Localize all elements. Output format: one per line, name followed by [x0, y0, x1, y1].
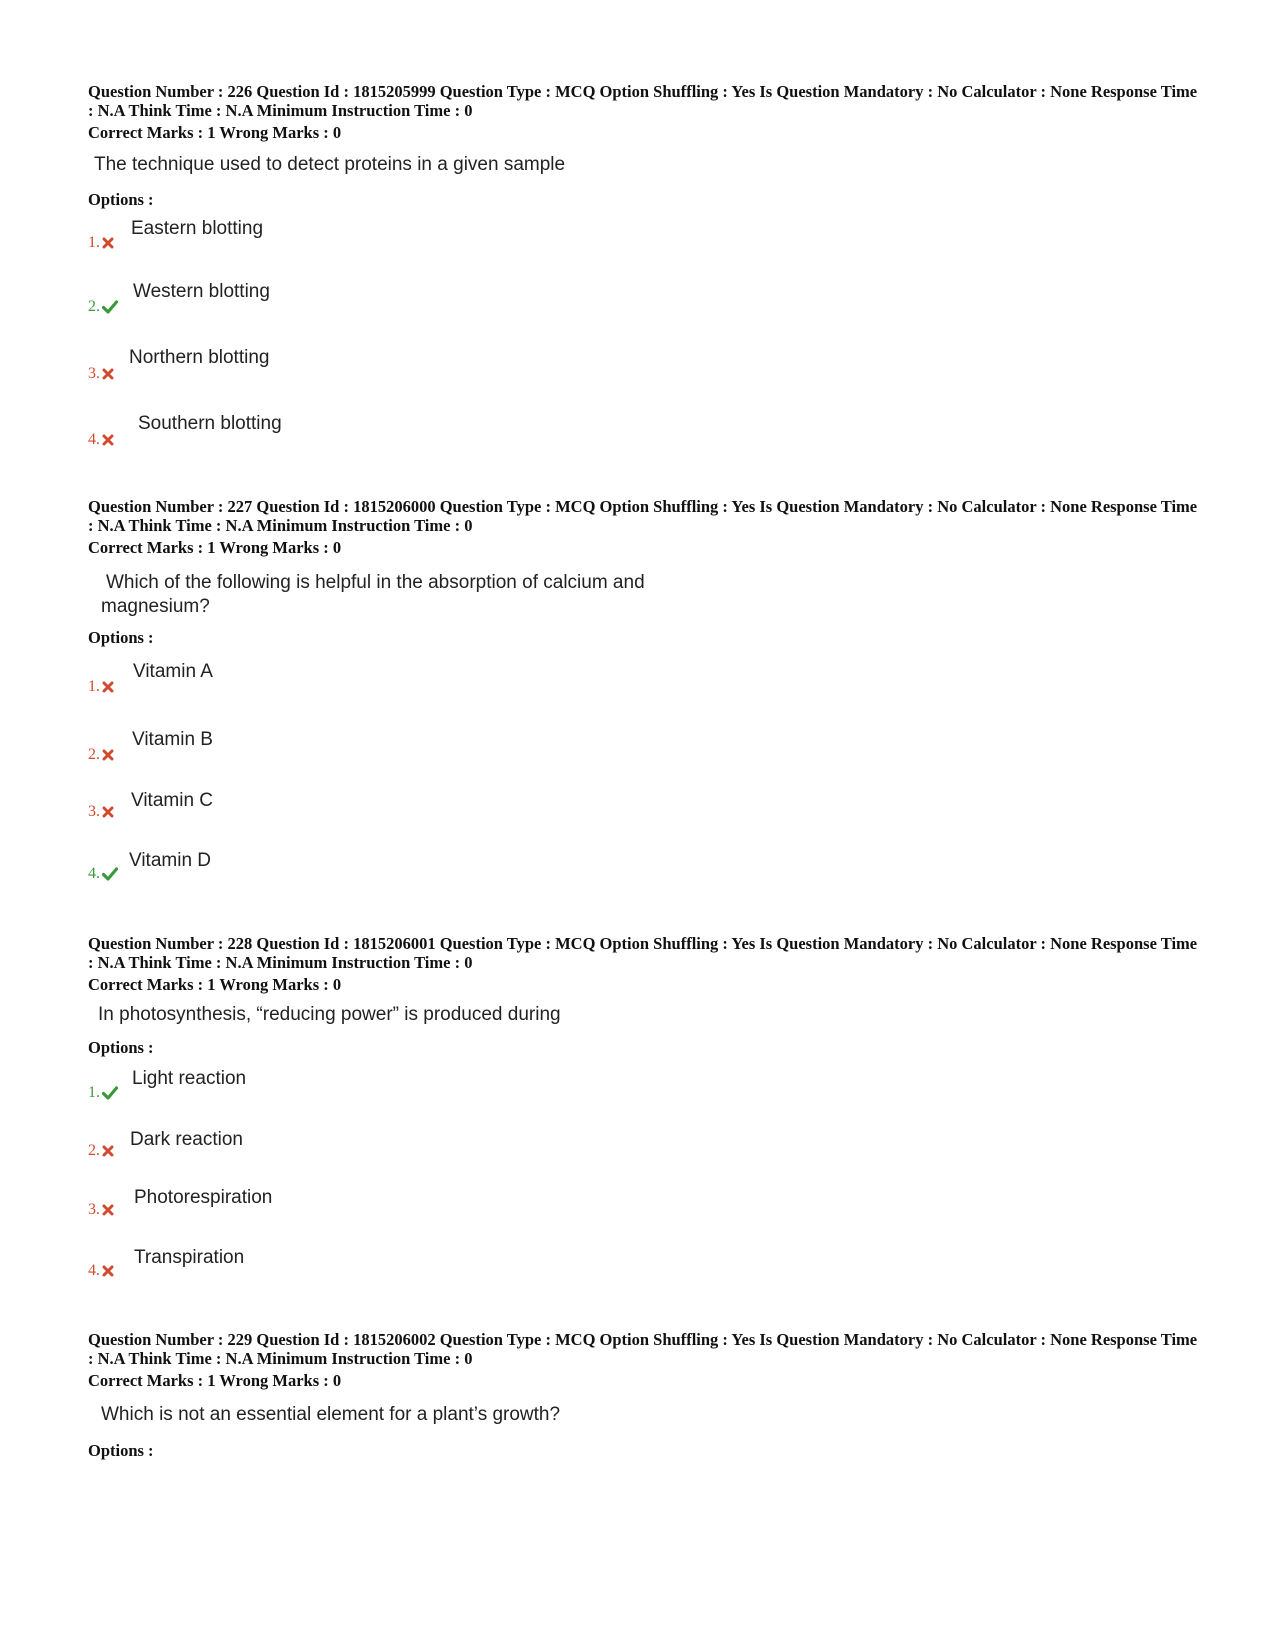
option-number: 3. [88, 365, 100, 382]
option-text: Southern blotting [138, 413, 282, 434]
option-number: 2. [88, 298, 100, 315]
option-text: Eastern blotting [131, 218, 264, 239]
question-meta: Question Number : 227 Question Id : 1815206000 Question Type : MCQ Option Shuffling : Yes Is Question Mandatory : No Calculator : None Response Time : N.A Think Time : N.A Minimum Instruction Time : 0 [88, 497, 1198, 535]
checkmark-icon [102, 865, 118, 883]
question-text: The technique used to detect proteins in a given sample [94, 154, 566, 175]
cross-icon [102, 431, 114, 449]
option-text: Photorespiration [134, 1187, 273, 1208]
option-number: 1. [88, 1084, 100, 1101]
options-label: Options : [88, 628, 154, 647]
question-text-line-1: Which of the following is helpful in the absorption of calcium and [106, 572, 645, 593]
option-text: Light reaction [132, 1068, 247, 1089]
option-3 [88, 789, 488, 829]
option-number: 4. [88, 431, 100, 448]
option-text: Northern blotting [129, 347, 270, 368]
question-meta: Question Number : 228 Question Id : 1815206001 Question Type : MCQ Option Shuffling : Yes Is Question Mandatory : No Calculator : None Response Time : N.A Think Time : N.A Minimum Instruction Time : 0 [88, 934, 1198, 972]
option-number: 4. [88, 1262, 100, 1279]
question-marks: Correct Marks : 1 Wrong Marks : 0 [88, 975, 342, 994]
option-2 [88, 729, 488, 769]
option-2 [88, 280, 488, 320]
cross-icon [102, 803, 114, 821]
option-number: 1. [88, 234, 100, 251]
option-text: Vitamin B [132, 729, 213, 750]
checkmark-icon [102, 1084, 118, 1102]
question-text-line-2: magnesium? [101, 596, 210, 617]
option-number: 3. [88, 1201, 100, 1218]
option-2 [88, 1129, 488, 1169]
option-text: Western blotting [133, 281, 270, 302]
option-4 [88, 1246, 488, 1286]
option-text: Transpiration [134, 1247, 245, 1268]
option-number: 1. [88, 678, 100, 695]
options-label: Options : [88, 1441, 154, 1460]
option-number: 2. [88, 746, 100, 763]
question-meta: Question Number : 229 Question Id : 1815206002 Question Type : MCQ Option Shuffling : Yes Is Question Mandatory : No Calculator : None Response Time : N.A Think Time : N.A Minimum Instruction Time : 0 [88, 1330, 1198, 1368]
question-text: In photosynthesis, “reducing power” is produced during [98, 1004, 561, 1025]
question-226 [88, 82, 1198, 448]
cross-icon [102, 1201, 114, 1219]
option-1 [88, 1067, 488, 1107]
option-1 [88, 660, 488, 700]
checkmark-icon [102, 298, 118, 316]
question-227 [88, 497, 1198, 882]
cross-icon [102, 678, 114, 696]
options-label: Options : [88, 1038, 154, 1057]
option-3 [88, 345, 488, 385]
question-229 [88, 1330, 1198, 1460]
option-text: Vitamin A [133, 661, 213, 682]
option-number: 3. [88, 803, 100, 820]
cross-icon [102, 746, 114, 764]
option-1 [88, 218, 488, 258]
option-3 [88, 1186, 488, 1226]
option-text: Dark reaction [130, 1129, 243, 1150]
question-meta: Question Number : 226 Question Id : 1815205999 Question Type : MCQ Option Shuffling : Yes Is Question Mandatory : No Calculator : None Response Time : N.A Think Time : N.A Minimum Instruction Time : 0 [88, 82, 1198, 120]
question-marks: Correct Marks : 1 Wrong Marks : 0 [88, 1371, 342, 1390]
question-marks: Correct Marks : 1 Wrong Marks : 0 [88, 538, 342, 557]
cross-icon [102, 1142, 114, 1160]
question-text: Which is not an essential element for a plant’s growth? [101, 1404, 561, 1425]
option-number: 2. [88, 1142, 100, 1159]
cross-icon [102, 234, 114, 252]
option-4 [88, 411, 488, 451]
option-4 [88, 849, 488, 889]
cross-icon [102, 1262, 114, 1280]
options-label: Options : [88, 190, 154, 209]
option-text: Vitamin C [131, 790, 214, 811]
question-marks: Correct Marks : 1 Wrong Marks : 0 [88, 123, 342, 142]
option-text: Vitamin D [129, 850, 212, 871]
cross-icon [102, 365, 114, 383]
option-number: 4. [88, 865, 100, 882]
question-228 [88, 934, 1198, 1279]
